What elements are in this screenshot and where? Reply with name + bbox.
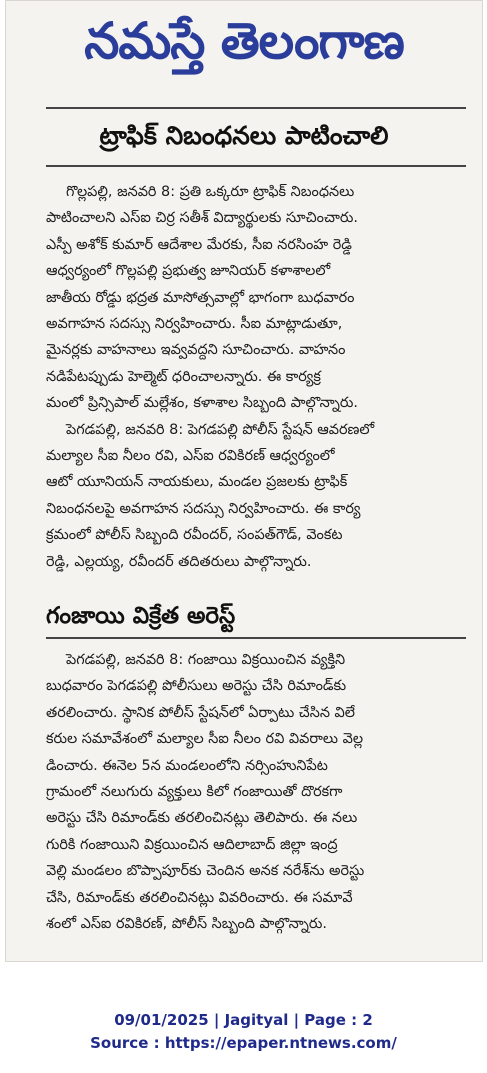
text-line: కరుల సమావేశంలో మల్యాల సీఐ నీలం రవి వివరాలు వెల్ల: [46, 731, 364, 748]
article-2-body: [46, 647, 474, 937]
article-1-headline: ట్రాఫిక్ నిబంధనలు పాటించాలి: [99, 121, 389, 150]
text-line: పెగడపల్లి, జనవరి 8: గంజాయి విక్రయించిన వ్యక్తిని: [66, 652, 346, 668]
text-line: మైనర్లకు వాహనాలు ఇవ్వవద్దని సూచించారు. వాహనం: [46, 342, 346, 359]
divider: [46, 165, 466, 167]
text-line: వెల్లి మండలం బొప్పాపూర్‌కు చెందిన అనక నరేశ్‌ను అరెస్టు: [46, 863, 365, 880]
text-line: పాటించాలని ఎస్ఐ చిర్ర సతీశ్ విద్యార్థులకు సూచించారు.: [46, 210, 358, 227]
text-line: గ్రామంలో నలుగురు వ్యక్తులు కిలో గంజాయితో దొరకగా: [46, 784, 343, 801]
text-line: జాతీయ రోడ్డు భద్రత మాసోత్సవాల్లో భాగంగా బుధవారం: [46, 289, 355, 306]
text-line: ఎస్పీ అశోక్ కుమార్ ఆదేశాల మేరకు, సీఐ నరసింహ రెడ్డి: [46, 236, 352, 253]
text-line: డించారు. ఈనెల 5న మండలంలోని నర్సింహునిపేట: [46, 757, 328, 774]
text-line: నడిపేటప్పుడు హెల్మెట్ ధరించాలన్నారు. ఈ కార్యక్ర: [46, 368, 321, 385]
newspaper-clipping: [5, 0, 483, 962]
text-line: అవగాహన సదస్సు నిర్వహించారు. సీఐ మాట్లాడుతూ,: [46, 316, 343, 333]
text-line: తరలించారు. స్థానిక పోలీస్ స్టేషన్‌లో ఏర్పాటు చేసిన విలే: [46, 704, 355, 721]
text-line: అరెస్టు చేసి రిమాండ్‌కు తరలించినట్లు తెలిపారు. ఈ నలు: [46, 810, 358, 827]
footer-date-edition: 09/01/2025 | Jagityal | Page : 2: [114, 1011, 373, 1029]
text-line: బుధవారం పెగడపల్లి పోలీసులు అరెస్టు చేసి రిమాండ్‌కు: [46, 678, 347, 695]
text-line: చేసి, రిమాండ్‌కు తరలించినట్లు వివరించారు. ఈ సమావే: [46, 889, 353, 906]
divider: [46, 107, 466, 109]
text-line: గురికి గంజాయిని విక్రయించిన ఆదిలాబాద్ జిల్లా ఇంద్ర: [46, 836, 338, 853]
text-line: ఆటో యూనియన్ నాయకులు, మండల ప్రజలకు ట్రాఫిక్: [46, 474, 348, 491]
article-2-headline: గంజాయి విక్రేత అరెస్ట్: [46, 603, 236, 629]
text-line: నిబంధనలపై అవగాహన సదస్సు నిర్వహించారు. ఈ కార్య: [46, 500, 361, 517]
divider: [46, 637, 466, 639]
text-line: ఆధ్వర్యంలో గొల్లపల్లి ప్రభుత్వ జూనియర్ కళాశాలలో: [46, 263, 331, 280]
text-line: గొల్లపల్లి, జనవరి 8: ప్రతి ఒక్కరూ ట్రాఫిక్ నిబంధనలు: [66, 184, 355, 200]
text-line: క్రమంలో పోలీస్ సిబ్బంది రవీందర్, సంపత్‌గౌడ్, వెంకట: [46, 527, 343, 544]
masthead-title: నమస్తే తెలంగాణ: [84, 11, 404, 70]
masthead: [6, 1, 482, 93]
footer-source: Source : https://epaper.ntnews.com/: [90, 1034, 397, 1052]
text-line: మల్యాల సీఐ నీలం రవి, ఎస్ఐ రవికిరణ్ ఆధ్వర్యంలో: [46, 448, 335, 465]
article-1-body: [46, 179, 474, 575]
text-line: శంలో ఎస్ఐ రవికిరణ్, పోలీస్ సిబ్బంది పాల్గొన్నారు.: [46, 916, 327, 933]
text-line: మంలో ప్రిన్సిపాల్ మల్లేశం, కళాశాల సిబ్బంది పాల్గొన్నారు.: [46, 395, 358, 412]
text-line: పెగడపల్లి, జనవరి 8: పెగడపల్లి పోలీస్ స్టేషన్ ఆవరణలో: [66, 421, 375, 438]
text-line: రెడ్డి, ఎల్లయ్య, రవీందర్ తదితరులు పాల్గొన్నారు.: [46, 553, 312, 570]
